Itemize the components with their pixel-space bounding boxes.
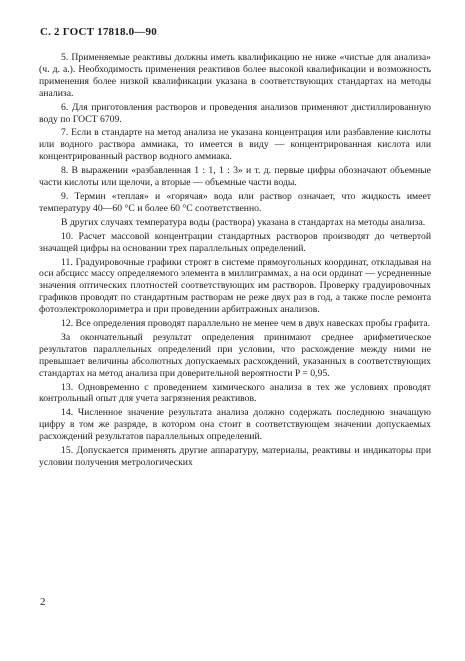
document-body bbox=[39, 52, 431, 471]
paragraph-10: 10. Расчет массовой концентрации стандартных растворов производят до четвертой значащей цифры на основании трех параллельных определений. bbox=[39, 230, 431, 254]
paragraph-6: 6. Для приготовления растворов и проведения анализов применяют дистиллированную воду по ГОСТ 6709. bbox=[39, 101, 431, 125]
paragraph-14: 14. Численное значение результата анализа должно содержать последнюю значащую цифру в том же разряде, в котором она стоит в соответствующем значении допускаемых расхождений результатов параллельных определений. bbox=[39, 407, 431, 443]
paragraph-8: 8. В выражении «разбавленная 1 : 1, 1 : 3» и т. д. первые цифры обозначают объемные части кислоты или щелочи, а вторые — объемные части воды. bbox=[39, 165, 431, 189]
page-number: 2 bbox=[40, 596, 46, 608]
paragraph-7: 7. Если в стандарте на метод анализа не указана концентрация или разбавление кислоты или водного раствора аммиака, то имеется в виду — концентрированная кислота или концентрированный раствор водного аммиака. bbox=[39, 127, 431, 163]
paragraph-13: 13. Одновременно с проведением химического анализа в тех же условиях проводят контрольный опыт для учета загрязнения реактивов. bbox=[39, 381, 431, 405]
paragraph-11: 11. Градуировочные графики строят в системе прямоугольных координат, откладывая на оси абсцисс массу определяемого элемента в миллиграммах, а на оси ординат — усредненные значения оптических плотностей соответствующих им растворов. Проверку градуировочных графиков проводят по стандартным растворам не реже двух раз в год, а также после ремонта фотоэлектроколориметра и при проведении арбитражных анализов. bbox=[39, 256, 431, 316]
paragraph-12: 12. Все определения проводят параллельно не менее чем в двух навесках пробы графита. bbox=[61, 318, 431, 330]
paragraph-9: 9. Термин «теплая» и «горячая» вода или раствор означает, что жидкость имеет температуру 40—60 °С и более 60 °С соответственно. bbox=[39, 190, 431, 214]
paragraph-5: 5. Применяемые реактивы должны иметь квалификацию не ниже «чистые для анализа» (ч. д. а.). Необходимость применения реактивов более высокой квалификации и возможность применения более низкой квалификации указана в соответствующих стандартах на методы анализа. bbox=[39, 52, 431, 99]
paragraph-15: 15. Допускается применять другие аппаратуру, материалы, реактивы и индикаторы при условии получения метрологических bbox=[39, 445, 431, 468]
paragraph-9-note: В других случаях температура воды (раствора) указана в стандартах на методы анализа. bbox=[61, 216, 426, 228]
paragraph-12-result: За окончательный результат определения принимают среднее арифметическое результатов параллельных определений при условии, что расхождение между ними не превышает величины абсолютных допускаемых расхождений, указанных в соответствующих стандартах на метод анализа при доверительной вероятности P = 0,95. bbox=[39, 331, 431, 379]
page-header: С. 2 ГОСТ 17818.0—90 bbox=[40, 26, 157, 38]
